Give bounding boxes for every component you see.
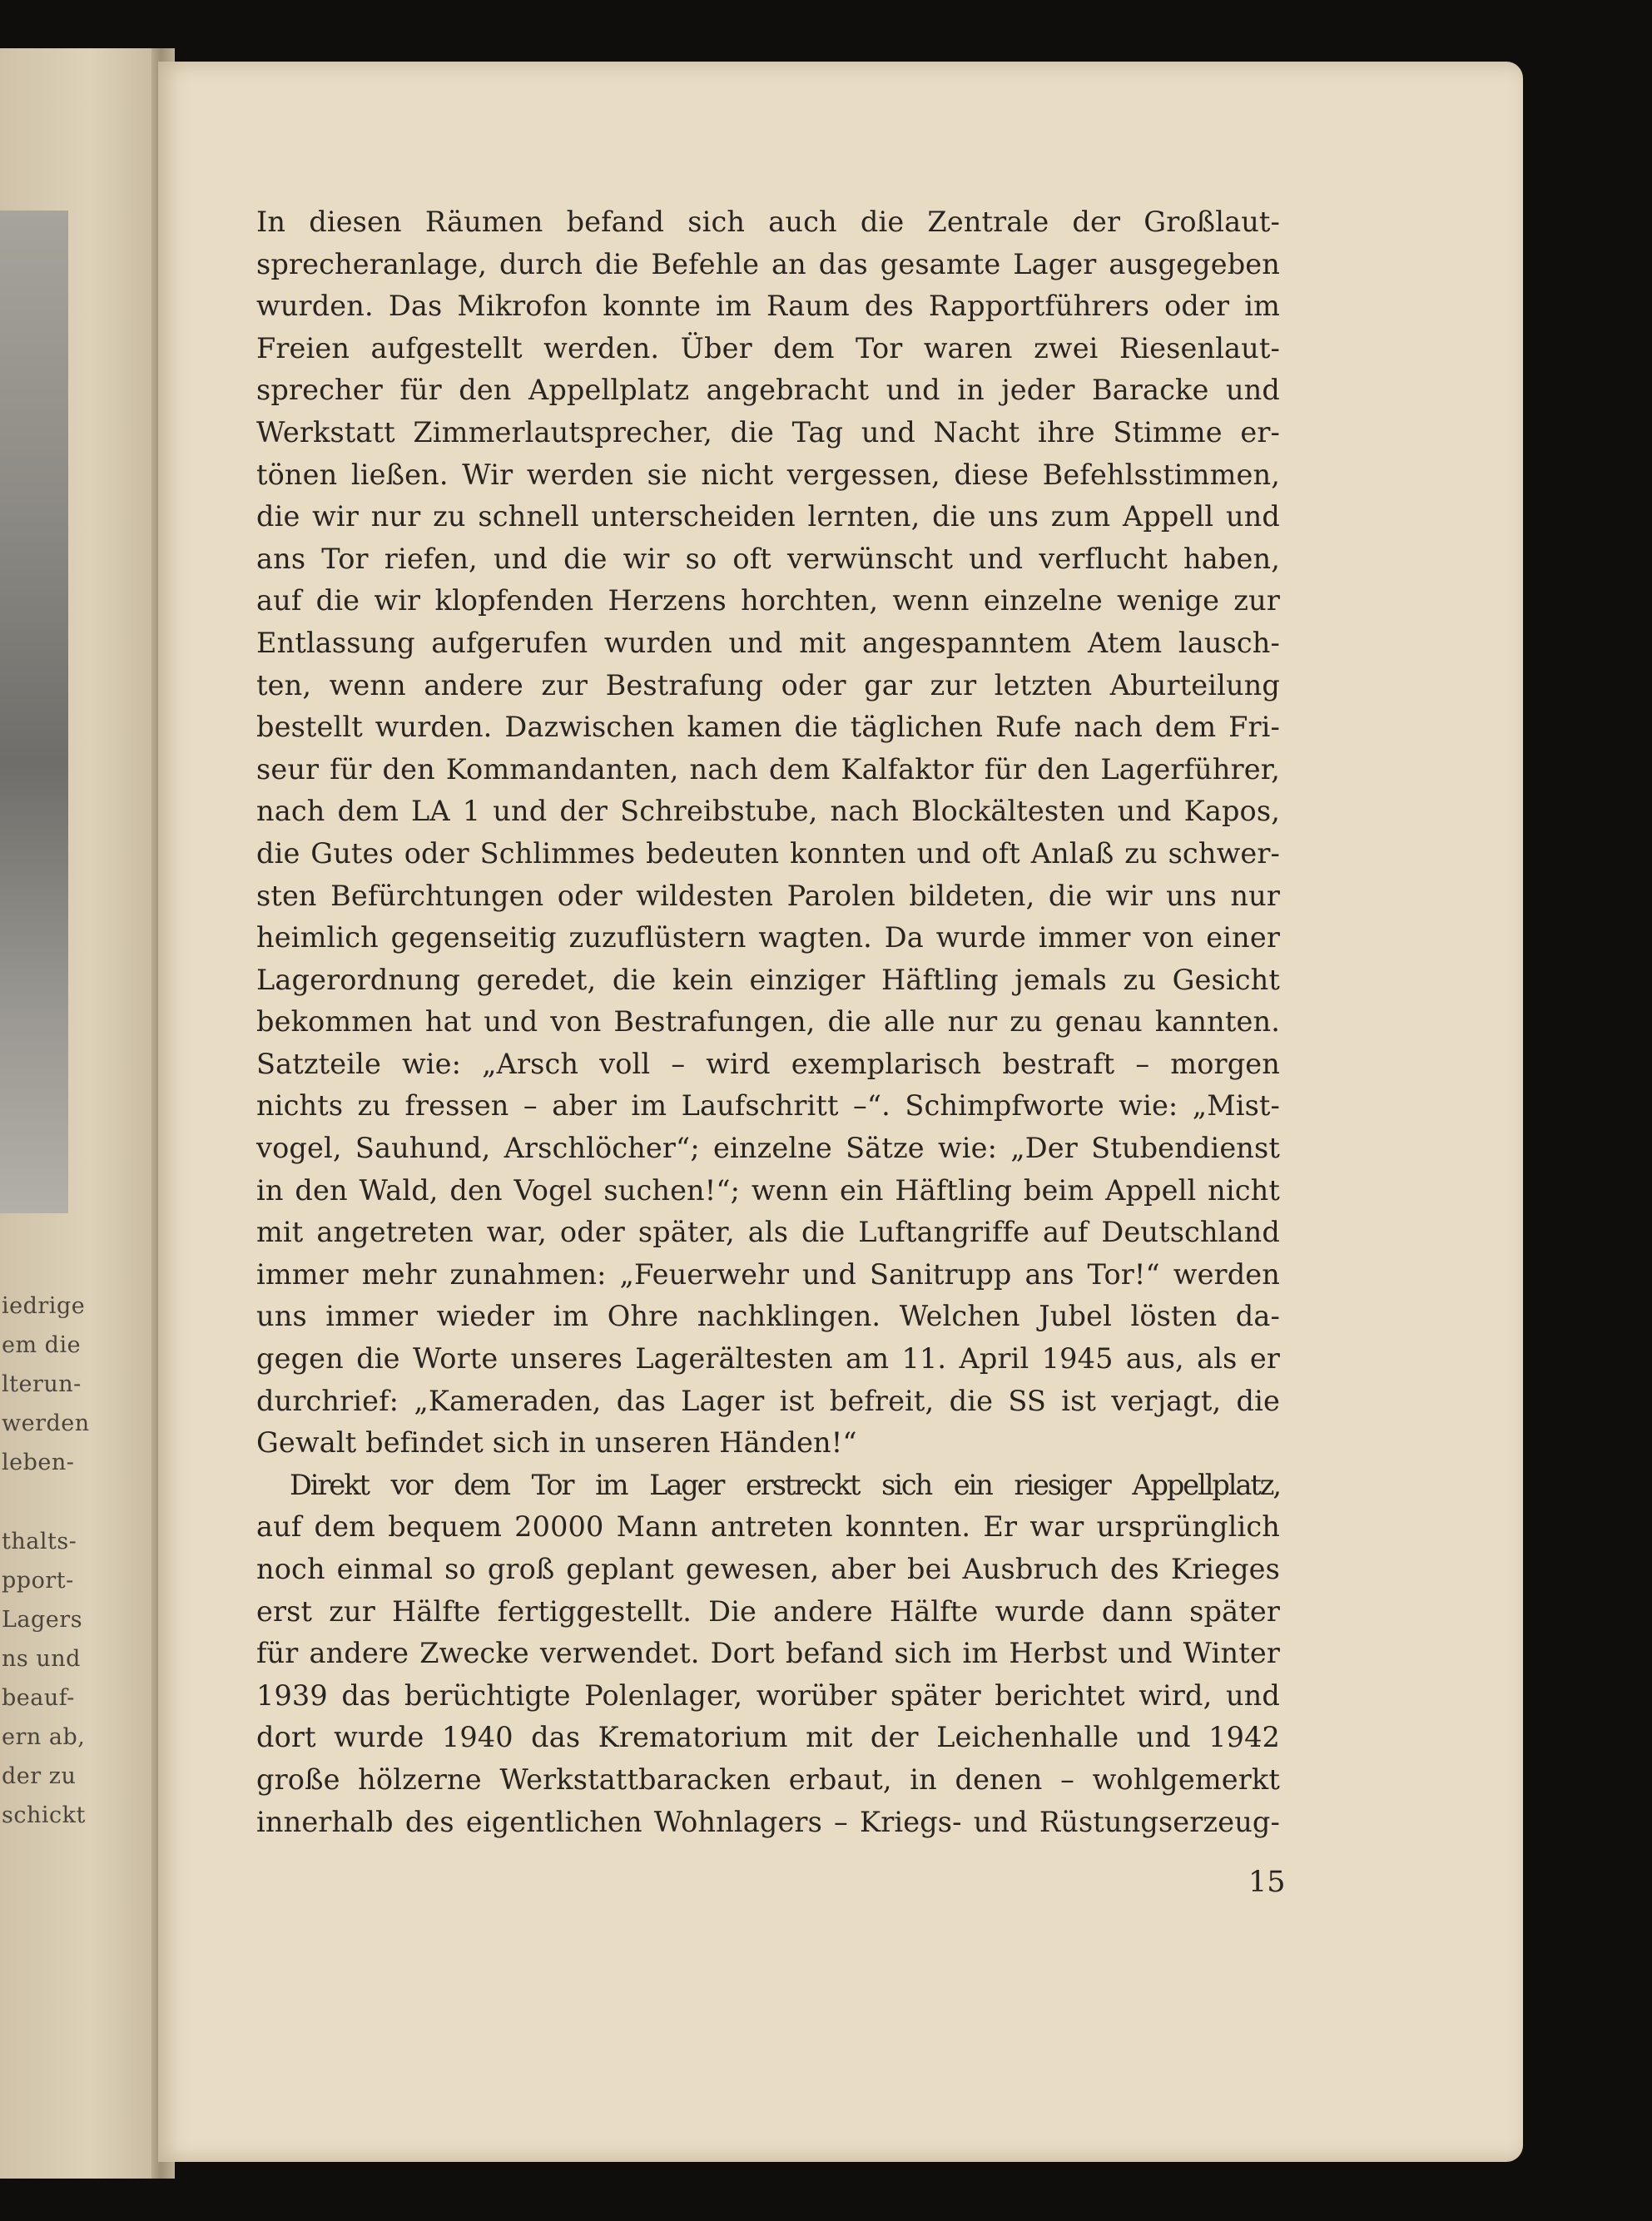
text-line: auf dem bequem 20000 Mann antreten konnten. Er war ursprünglich (256, 1510, 1280, 1544)
page-number: 15 (1248, 1866, 1286, 1899)
text-line: große hölzerne Werkstattbaracken erbaut, in denen – wohlgemerkt (256, 1762, 1280, 1796)
text-line: sten Befürchtungen oder wildesten Parolen bildeten, die wir uns nur (256, 879, 1280, 912)
text-line: dort wurde 1940 das Krematorium mit der Leichenhalle und 1942 (256, 1721, 1280, 1754)
text-line: nichts zu fressen – aber im Laufschritt –“. Schimpfworte wie: „Mist- (256, 1089, 1280, 1123)
text-line: ans Tor riefen, und die wir so oft verwünscht und verflucht haben, (256, 542, 1280, 575)
fragment-line: werden (2, 1410, 90, 1436)
fragment-gap (2, 1482, 77, 1522)
fragment-line: der zu (2, 1763, 77, 1789)
text-line: für andere Zwecke verwendet. Dort befand sich im Herbst und Winter (256, 1637, 1280, 1670)
text-line: Direkt vor dem Tor im Lager erstreckt sich ein riesiger Appellplatz, (290, 1468, 1280, 1501)
fragment-line: lterun- (2, 1371, 82, 1397)
fragment-line: schickt (2, 1802, 86, 1828)
text-line: nach dem LA 1 und der Schreibstube, nach Blockältesten und Kapos, (256, 795, 1280, 828)
previous-page-photo (0, 211, 68, 1213)
text-line: erst zur Hälfte fertiggestellt. Die andere Hälfte wurde dann später (256, 1594, 1280, 1628)
text-line: heimlich gegenseitig zuzuflüstern wagten. Da wurde immer von einer (256, 921, 1280, 954)
fragment-line: ern ab, (2, 1724, 86, 1750)
text-line: uns immer wieder im Ohre nachklingen. Welchen Jubel lösten da- (256, 1300, 1280, 1333)
text-line: Gewalt befindet sich in unseren Händen!“ (256, 1426, 857, 1460)
text-line: ten, wenn andere zur Bestrafung oder gar zur letzten Aburteilung (256, 668, 1280, 701)
text-line: Werkstatt Zimmerlautsprecher, die Tag und Nacht ihre Stimme er- (256, 415, 1280, 449)
text-line: Satzteile wie: „Arsch voll – wird exemplarisch bestraft – morgen (256, 1047, 1280, 1080)
fragment-line: iedrige (2, 1293, 86, 1319)
text-line: Lagerordnung geredet, die kein einziger Häftling jemals zu Gesicht (256, 963, 1280, 996)
paragraph-1 (256, 201, 1280, 1465)
fragment-line: beauf- (2, 1685, 75, 1711)
text-line: auf die wir klopfenden Herzens horchten, wenn einzelne wenige zur (256, 584, 1280, 617)
paragraph-2 (256, 1465, 1280, 1843)
text-line: die Gutes oder Schlimmes bedeuten konnten und oft Anlaß zu schwer- (256, 836, 1280, 870)
fragment-line: pport- (2, 1568, 74, 1594)
text-line: tönen ließen. Wir werden sie nicht vergessen, diese Befehlsstimmen, (256, 458, 1280, 491)
text-line: In diesen Räumen befand sich auch die Zentrale der Großlaut- (256, 206, 1280, 238)
text-line: 1939 das berüchtigte Polenlager, worüber später berichtet wird, und (256, 1678, 1280, 1712)
text-line: sprecher für den Appellplatz angebracht und in jeder Baracke und (256, 374, 1280, 407)
fragment-line: thalts- (2, 1529, 77, 1554)
text-line: bestellt wurden. Dazwischen kamen die täglichen Rufe nach dem Fri- (256, 711, 1280, 744)
text-line: sprecheranlage, durch die Befehle an das gesamte Lager ausgegeben (256, 247, 1280, 280)
book-page (158, 62, 1523, 2162)
body-text (256, 201, 1280, 1843)
text-line: mit angetreten war, oder später, als die Luftangriffe auf Deutschland (256, 1216, 1280, 1249)
text-line: bekommen hat und von Bestrafungen, die alle nur zu genau kannten. (256, 1005, 1280, 1039)
text-line: innerhalb des eigentlichen Wohnlagers – Kriegs- und Rüstungserzeug- (256, 1805, 1280, 1838)
fragment-line: Lagers (2, 1607, 83, 1633)
fragment-line: em die (2, 1332, 82, 1358)
previous-page-edge (0, 48, 151, 2179)
text-line: gegen die Worte unseres Lagerältesten am 11. April 1945 aus, als er (256, 1342, 1280, 1376)
text-line: Freien aufgestellt werden. Über dem Tor waren zwei Riesenlaut- (256, 331, 1280, 364)
text-line: Entlassung aufgerufen wurden und mit angespanntem Atem lausch- (256, 626, 1280, 659)
fragment-line: ns und (2, 1646, 81, 1672)
text-line: die wir nur zu schnell unterscheiden lernten, die uns zum Appell und (256, 500, 1280, 533)
text-line: in den Wald, den Vogel suchen!“; wenn ein Häftling beim Appell nicht (256, 1173, 1280, 1207)
previous-page-text-fragments (2, 1286, 90, 1835)
text-line: noch einmal so groß geplant gewesen, aber bei Ausbruch des Krieges (256, 1553, 1280, 1585)
fragment-line: leben- (2, 1450, 75, 1475)
text-line: vogel, Sauhund, Arschlöcher“; einzelne Sätze wie: „Der Stubendienst (256, 1132, 1280, 1165)
text-line: immer mehr zunahmen: „Feuerwehr und Sanitrupp ans Tor!“ werden (256, 1257, 1280, 1291)
text-line: seur für den Kommandanten, nach dem Kalfaktor für den Lagerführer, (256, 752, 1280, 786)
text-line: durchrief: „Kameraden, das Lager ist befreit, die SS ist verjagt, die (256, 1384, 1280, 1417)
text-line: wurden. Das Mikrofon konnte im Raum des Rapportführers oder im (256, 290, 1280, 323)
